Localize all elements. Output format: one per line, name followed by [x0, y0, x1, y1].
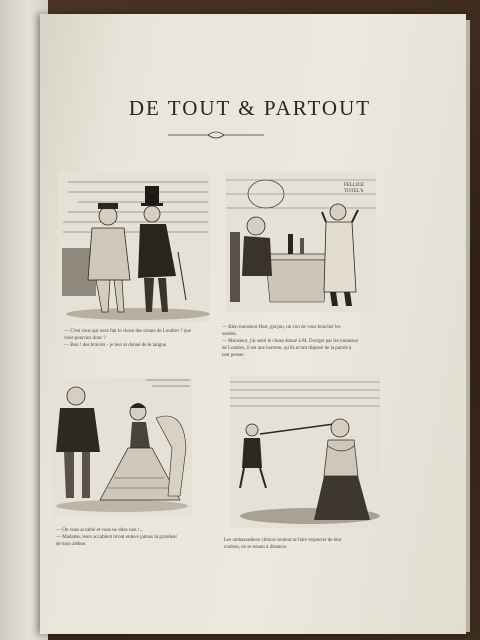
cartoon-illustration-2	[226, 172, 376, 312]
caption-3-line: de mon alebne.	[56, 542, 87, 547]
caption-4	[224, 537, 384, 551]
sign-line-2: TOTEL'S	[344, 189, 364, 194]
caption-3	[56, 527, 206, 548]
caption-2-line: — Monsieur, j'ai senti le chose donné à M. Dorrget par les tonneaux	[222, 339, 359, 344]
page-title: DE TOUT & PARTOUT	[128, 96, 372, 120]
caption-4-line: Les ambassadeurs chinois seulent se faire respecter de leur	[224, 538, 342, 543]
caption-2-line: — Bien monsieur Hart, garçon, un con de vous boucher les	[222, 325, 341, 330]
caption-2-line: tant penser.	[222, 353, 245, 358]
cartoon-illustration-4	[230, 376, 380, 528]
caption-2	[222, 324, 384, 359]
caption-2-line: de Londres, il est une barrette, qu'ils m'ont disposé de la parole à	[222, 346, 352, 351]
caption-2-line: sondes.	[222, 332, 237, 337]
sign-line-1: FELLICE	[344, 183, 364, 188]
cartoon-illustration-1	[58, 172, 210, 322]
caption-3-line: — On vous accable et vous ne dites rien !...	[56, 528, 144, 533]
caption-1-line: — Bon ! des bravots - je leur al donné de le langue.	[64, 343, 168, 348]
title-ornament	[168, 130, 264, 140]
caption-1-line: vous pourriez donc ?	[64, 336, 106, 341]
sign-text	[344, 183, 365, 194]
caption-1	[64, 328, 212, 349]
caption-1-line: — C'est vous qui avez fait le chose des ornats de Londres ? que	[64, 329, 192, 334]
cartoon-illustration-3	[52, 378, 192, 516]
caption-3-line: — Madame, leurs accablent m'ont enlevé jamais la grandeur	[56, 535, 177, 540]
caption-4-line: couleur, en se tenant à distance.	[224, 545, 288, 550]
